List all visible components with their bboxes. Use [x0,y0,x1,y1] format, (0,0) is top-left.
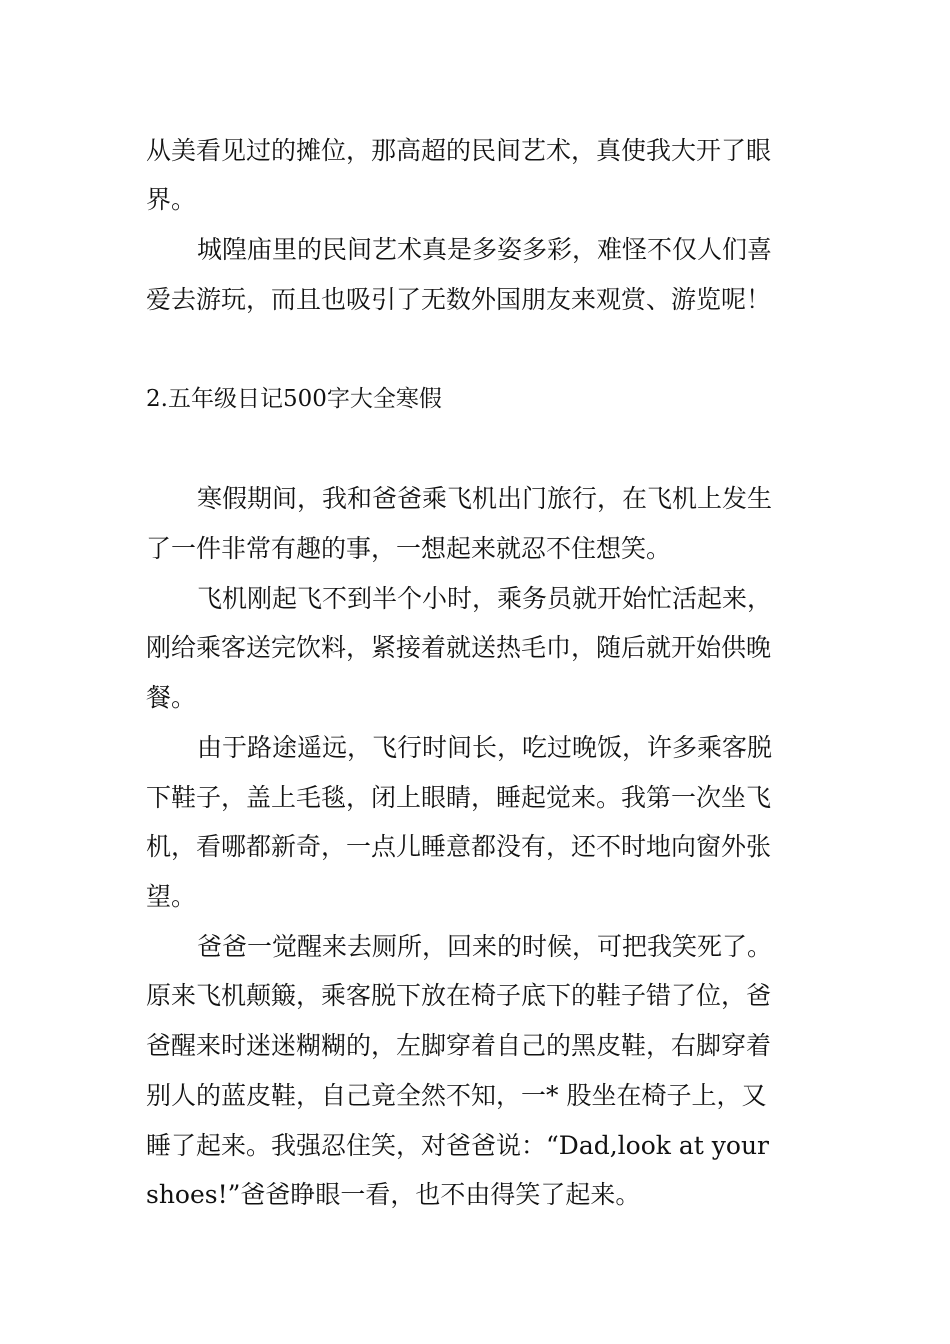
text-line: 了一件非常有趣的事，一想起来就忍不住想笑。 [146,534,672,563]
text-line: 寒假期间，我和爸爸乘飞机出门旅行，在飞机上发生 [197,484,773,513]
text-line: 睡了起来。我强忍住笑，对爸爸说：“Dad,look at your [146,1131,769,1160]
text-line: 由于路途遥远，飞行时间长，吃过晚饭，许多乘客脱 [197,733,773,762]
text-line: 原来飞机颠簸，乘客脱下放在椅子底下的鞋子错了位，爸 [146,981,772,1010]
text-line: 城隍庙里的民间艺术真是多姿多彩，难怪不仅人们喜 [197,235,773,264]
text-line: 望。 [146,882,197,911]
text-line: 爱去游玩，而且也吸引了无数外国朋友来观赏、游览呢！ [146,285,772,314]
text-line: 刚给乘客送完饮料，紧接着就送热毛巾，随后就开始供晚 [146,633,772,662]
section-heading: 2.五年级日记500字大全寒假 [146,386,442,412]
text-line: 机，看哪都新奇，一点儿睡意都没有，还不时地向窗外张 [146,832,772,861]
text-line: 飞机刚起飞不到半个小时，乘务员就开始忙活起来， [197,584,773,613]
text-line: 界。 [146,185,197,214]
text-line: 爸爸一觉醒来去厕所，回来的时候，可把我笑死了。 [197,932,773,961]
text-line: 爸醒来时迷迷糊糊的，左脚穿着自己的黑皮鞋，右脚穿着 [146,1031,772,1060]
text-line: 餐。 [146,683,197,712]
text-line: shoes!”爸爸睁眼一看，也不由得笑了起来。 [146,1180,641,1209]
text-line: 下鞋子，盖上毛毯，闭上眼睛，睡起觉来。我第一次坐飞 [146,783,772,812]
text-line: 别人的蓝皮鞋，自己竟全然不知，一* 股坐在椅子上，又 [146,1081,767,1110]
text-line: 从美看见过的摊位，那高超的民间艺术，真使我大开了眼 [146,136,772,165]
